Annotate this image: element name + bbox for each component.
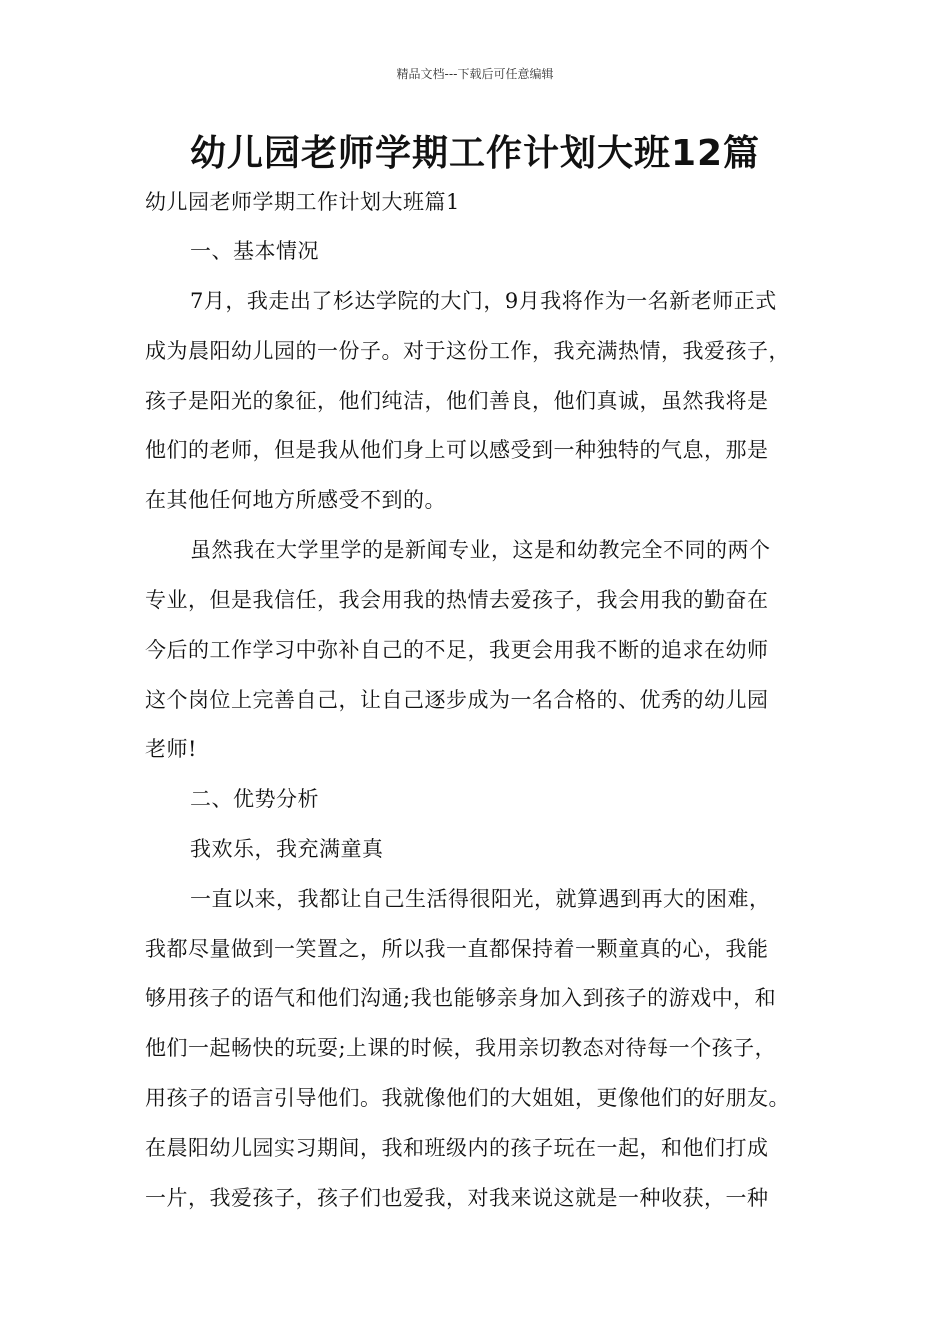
document-subtitle: 幼儿园老师学期工作计划大班篇1 — [145, 190, 460, 214]
paragraph-line: 这个岗位上完善自己，让自己逐步成为一名合格的、优秀的幼儿园 — [145, 688, 769, 712]
header-note: 精品文档---下载后可任意编辑 — [396, 67, 554, 81]
paragraph-line: 一直以来，我都让自己生活得很阳光，就算遇到再大的困难， — [190, 887, 771, 911]
paragraph-line: 用孩子的语言引导他们。我就像他们的大姐姐，更像他们的好朋友。 — [145, 1086, 790, 1110]
paragraph-line: 他们的老师，但是我从他们身上可以感受到一种独特的气息，那是 — [145, 438, 769, 462]
paragraph-line: 今后的工作学习中弥补自己的不足，我更会用我不断的追求在幼师 — [145, 638, 769, 662]
page-title: 幼儿园老师学期工作计划大班12篇 — [189, 133, 761, 174]
paragraph-line: 他们一起畅快的玩耍;上课的时候，我用亲切教态对待每一个孩子， — [145, 1036, 777, 1060]
paragraph-line: 老师! — [145, 737, 197, 761]
paragraph-line: 我都尽量做到一笑置之，所以我一直都保持着一颗童真的心，我能 — [145, 937, 769, 961]
section-heading-advantages: 二、优势分析 — [190, 787, 319, 811]
paragraph-line: 够用孩子的语气和他们沟通;我也能够亲身加入到孩子的游戏中，和 — [145, 986, 777, 1010]
paragraph-line: 孩子是阳光的象征，他们纯洁，他们善良，他们真诚，虽然我将是 — [145, 389, 769, 413]
section-heading-basic: 一、基本情况 — [190, 239, 319, 263]
paragraph-line: 7月，我走出了杉达学院的大门，9月我将作为一名新老师正式 — [190, 289, 777, 313]
subheading: 我欢乐，我充满童真 — [190, 837, 384, 861]
paragraph-line: 专业，但是我信任，我会用我的热情去爱孩子，我会用我的勤奋在 — [145, 588, 769, 612]
paragraph-line: 虽然我在大学里学的是新闻专业，这是和幼教完全不同的两个 — [190, 538, 771, 562]
paragraph-line: 在其他任何地方所感受不到的。 — [145, 488, 446, 512]
paragraph-line: 一片，我爱孩子，孩子们也爱我，对我来说这就是一种收获，一种 — [145, 1186, 769, 1210]
paragraph-line: 在晨阳幼儿园实习期间，我和班级内的孩子玩在一起，和他们打成 — [145, 1136, 769, 1160]
paragraph-line: 成为晨阳幼儿园的一份子。对于这份工作，我充满热情，我爱孩子， — [145, 339, 790, 363]
